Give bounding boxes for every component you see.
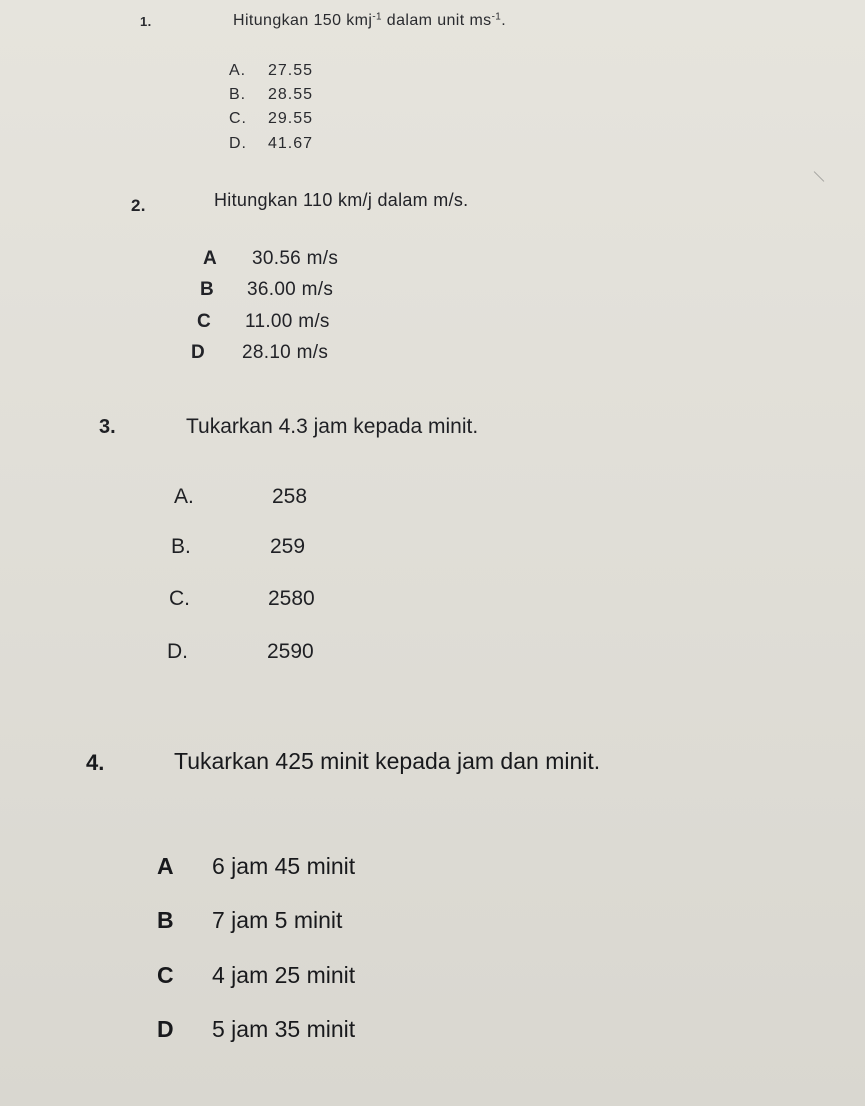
option-text: 28.55 xyxy=(268,86,314,103)
option-text: 27.55 xyxy=(268,62,314,79)
question-number: 3. xyxy=(99,416,116,438)
option-letter: C xyxy=(197,311,212,332)
option-letter: A. xyxy=(229,62,247,79)
option-text: 6 jam 45 minit xyxy=(212,853,356,879)
option-text: 28.10 m/s xyxy=(242,342,329,363)
option-letter: C. xyxy=(169,587,190,610)
question-number: 2. xyxy=(131,196,146,215)
option-letter: D xyxy=(191,342,206,363)
option-letter: B. xyxy=(171,535,191,558)
option-letter: A xyxy=(157,853,174,879)
option-text: 2580 xyxy=(268,587,315,610)
option-letter: A xyxy=(203,248,218,269)
option-letter: B xyxy=(200,279,215,300)
question-stem: Hitungkan 110 km/j dalam m/s. xyxy=(214,190,469,210)
option-letter: A. xyxy=(174,485,194,508)
option-text: 29.55 xyxy=(268,110,314,127)
option-letter: C. xyxy=(229,110,247,127)
option-letter: D xyxy=(157,1016,174,1042)
option-text: 2590 xyxy=(267,640,314,663)
question-stem: Tukarkan 4.3 jam kepada minit. xyxy=(186,415,479,438)
option-text: 36.00 m/s xyxy=(247,279,334,300)
option-text: 11.00 m/s xyxy=(245,311,330,332)
option-text: 259 xyxy=(270,535,306,558)
option-text: 7 jam 5 minit xyxy=(212,907,343,933)
question-stem: Tukarkan 425 minit kepada jam dan minit. xyxy=(174,748,601,774)
question-stem: Hitungkan 150 kmj$^{-1}$ dalam unit $ms^{-1}$. xyxy=(233,11,507,29)
option-letter: B xyxy=(157,907,174,933)
option-letter: D. xyxy=(229,135,247,152)
option-letter: B. xyxy=(229,86,247,103)
option-text: 4 jam 25 minit xyxy=(212,962,356,988)
option-letter: C xyxy=(157,962,174,988)
option-text: 30.56 m/s xyxy=(252,248,339,269)
question-number: 4. xyxy=(86,750,105,775)
option-letter: D. xyxy=(167,640,188,663)
option-text: 5 jam 35 minit xyxy=(212,1016,356,1042)
question-number: 1. xyxy=(140,14,152,29)
option-text: 41.67 xyxy=(268,135,314,152)
pencil-mark xyxy=(814,171,825,182)
option-text: 258 xyxy=(272,485,308,508)
